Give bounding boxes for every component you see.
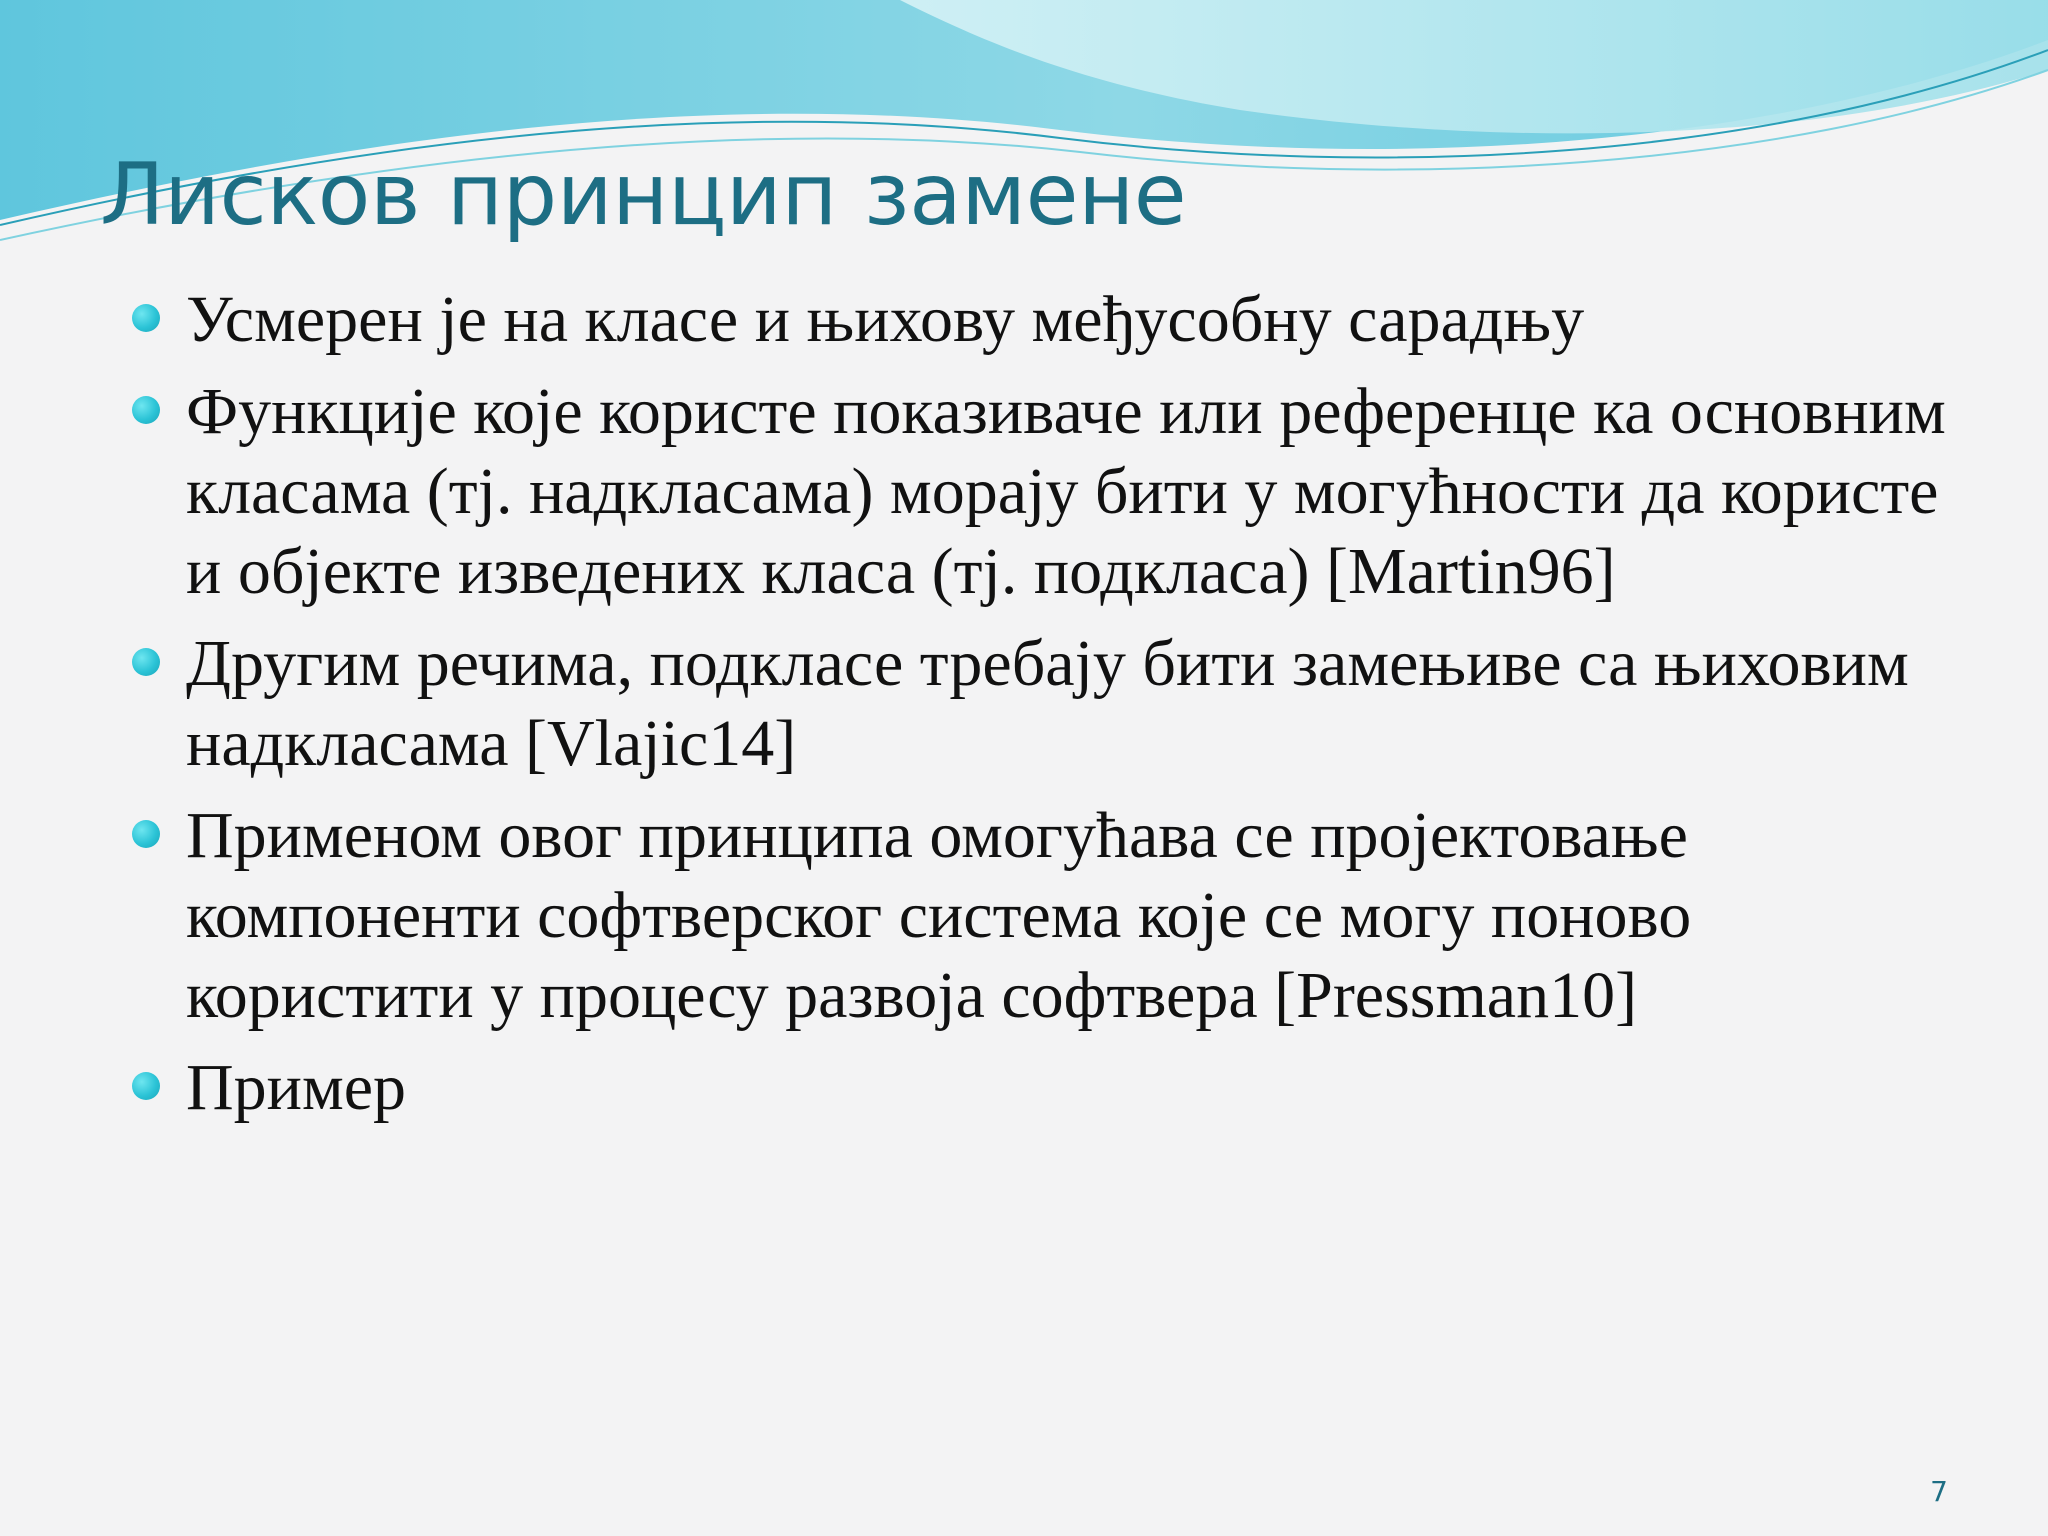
bullet-text: Функције које користе показиваче или референце ка основним класама (тј. надкласама) морају бити у могућности да користе и објекте изведених класа (тј. подкласа) [Martin96] — [186, 375, 1946, 608]
bullet-item — [186, 1048, 1986, 1128]
bullet-text: Применом овог принципа омогућава се пројектовање компоненти софтверског система које се могу поново користити у процесу развоја софтвера [Pressman10] — [186, 799, 1692, 1032]
bullet-item — [186, 372, 1986, 612]
bullet-dot-icon — [132, 1072, 160, 1100]
bullet-dot-icon — [132, 648, 160, 676]
bullet-text: Пример — [186, 1051, 407, 1124]
bullet-dot-icon — [132, 396, 160, 424]
bullet-text: Усмерен је на класе и њихову међусобну сарадњу — [186, 283, 1585, 356]
bullet-dot-icon — [132, 820, 160, 848]
bullet-item — [186, 796, 1986, 1036]
bullet-text: Другим речима, подкласе требају бити замењиве са њиховим надкласама [Vlajic14] — [186, 627, 1909, 780]
bullet-list — [186, 280, 1986, 1140]
slide-title: Лисков принцип замене — [100, 145, 1187, 245]
bullet-item — [186, 280, 1986, 360]
bullet-item — [186, 624, 1986, 784]
bullet-dot-icon — [132, 304, 160, 332]
page-number: 7 — [1930, 1475, 1948, 1508]
